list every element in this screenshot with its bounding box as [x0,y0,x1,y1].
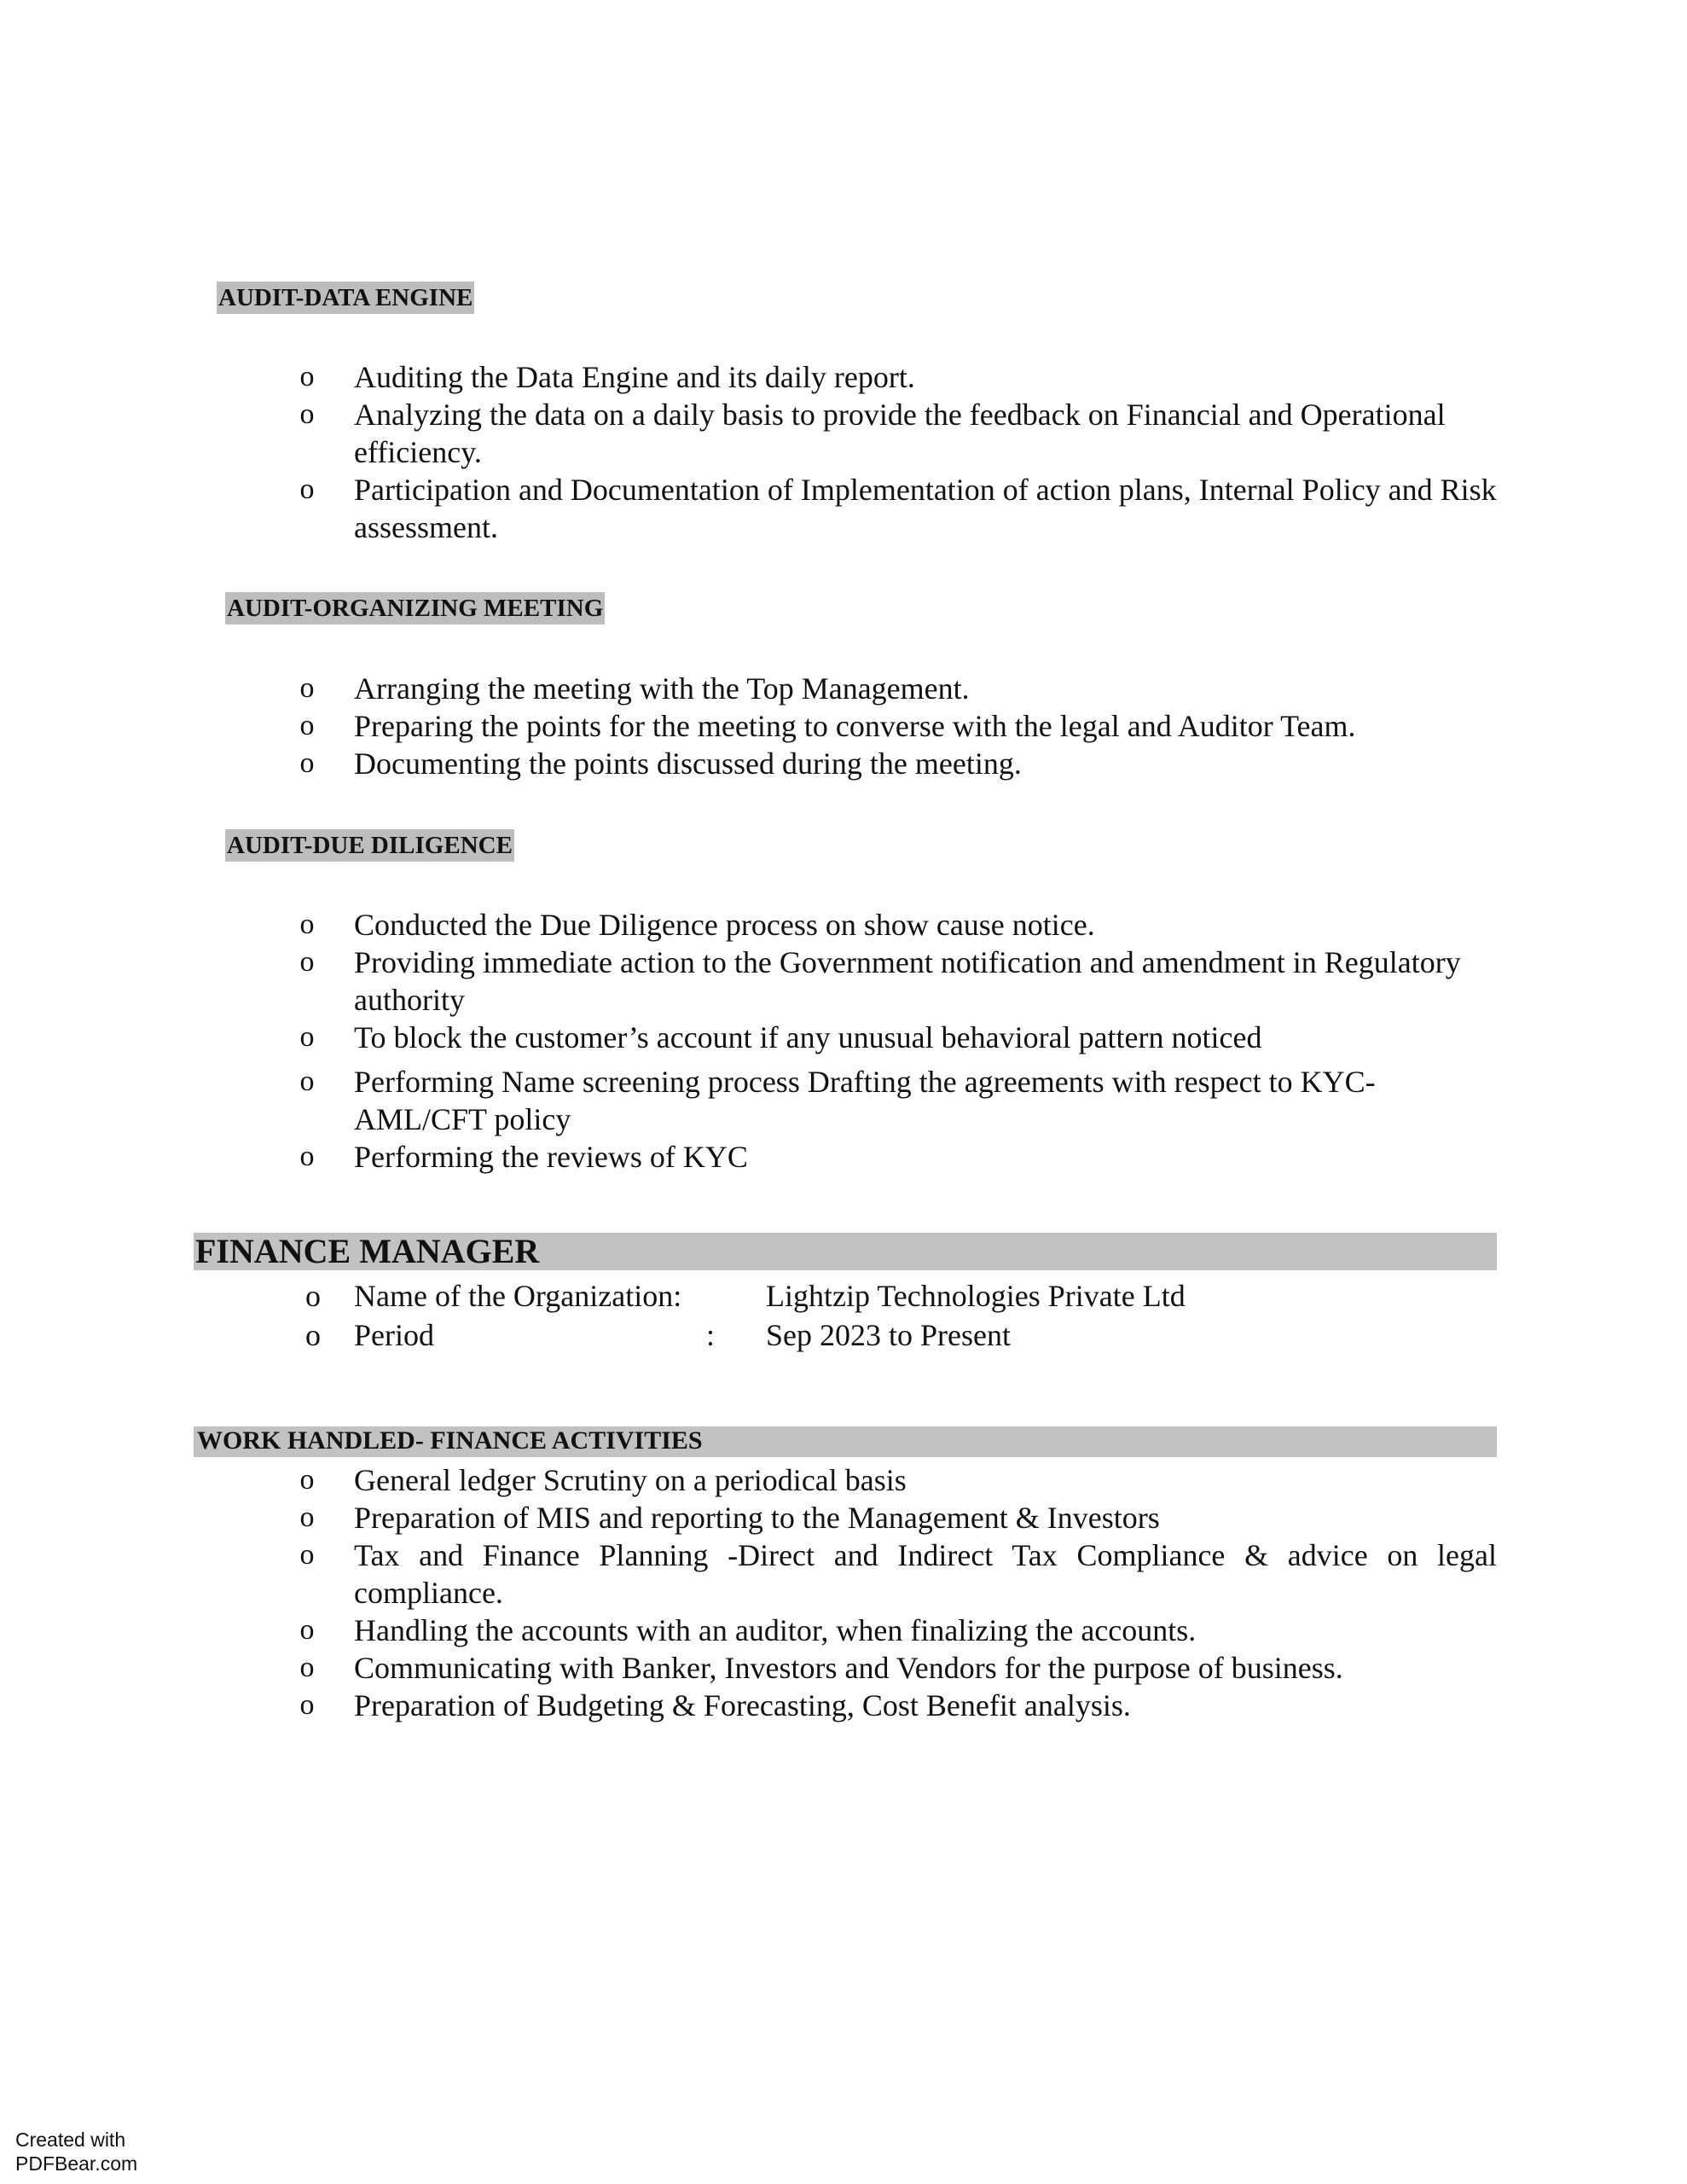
list-item: o Preparation of Budgeting & Forecasting, Cost Benefit analysis. [299,1688,1131,1722]
period-separator: : [706,1318,716,1352]
section-heading-due-diligence: AUDIT-DUE DILIGENCE [225,829,514,862]
list-item: o Tax and Finance Planning -Direct and Indirect Tax Compliance & advice on legal compliance. [299,1538,1497,1610]
footer-line-2: PDFBear.com [15,2152,138,2175]
data-engine-list [299,358,1539,546]
work-heading: WORK HANDLED- FINANCE ACTIVITIES [197,1426,703,1455]
section-heading-data-engine: AUDIT-DATA ENGINE [217,282,474,314]
list-item: o Analyzing the data on a daily basis to provide the feedback on Financial and Operational efficiency. [299,398,1446,469]
section-heading-organizing-meeting: AUDIT-ORGANIZING MEETING [225,592,605,624]
list-item: o Arranging the meeting with the Top Management. [299,671,970,706]
list-item: o Performing the reviews of KYC [299,1140,748,1174]
list-item: o General ledger Scrutiny on a periodical basis [299,1463,907,1497]
list-item: o Conducted the Due Diligence process on show cause notice. [299,908,1095,942]
period-label: Period [354,1318,434,1352]
list-item: o Auditing the Data Engine and its daily report. [299,360,915,394]
list-item: o Communicating with Banker, Investors and Vendors for the purpose of business. [299,1651,1343,1685]
list-item: o To block the customer’s account if any unusual behavioral pattern noticed [299,1020,1262,1054]
org-label: Name of the Organization: [354,1279,682,1313]
list-item: o Handling the accounts with an auditor, when finalizing the accounts. [299,1613,1197,1647]
list-item: o Providing immediate action to the Government notification and amendment in Regulatory authority [299,945,1461,1017]
list-item: o Documenting the points discussed during the meeting. [299,746,1022,781]
footer-line-1: Created with [15,2129,126,2151]
bullet: o [305,1318,321,1352]
list-item: o Performing Name screening process Drafting the agreements with respect to KYC-AML/CFT policy [299,1065,1376,1136]
watermark-footer [15,2128,137,2175]
period-value: Sep 2023 to Present [766,1318,1011,1352]
org-value: Lightzip Technologies Private Ltd [766,1279,1186,1313]
bullet: o [305,1279,321,1313]
organizing-meeting-list [299,670,1539,782]
role-title: FINANCE MANAGER [195,1232,540,1270]
list-item: o Preparing the points for the meeting to converse with the legal and Auditor Team. [299,709,1356,743]
list-item: o Preparation of MIS and reporting to the Management & Investors [299,1501,1160,1535]
due-diligence-list [299,906,1539,1176]
list-item: o Participation and Documentation of Implementation of action plans, Internal Policy and Risk assessment. [299,473,1497,544]
work-list [299,1461,1497,1724]
